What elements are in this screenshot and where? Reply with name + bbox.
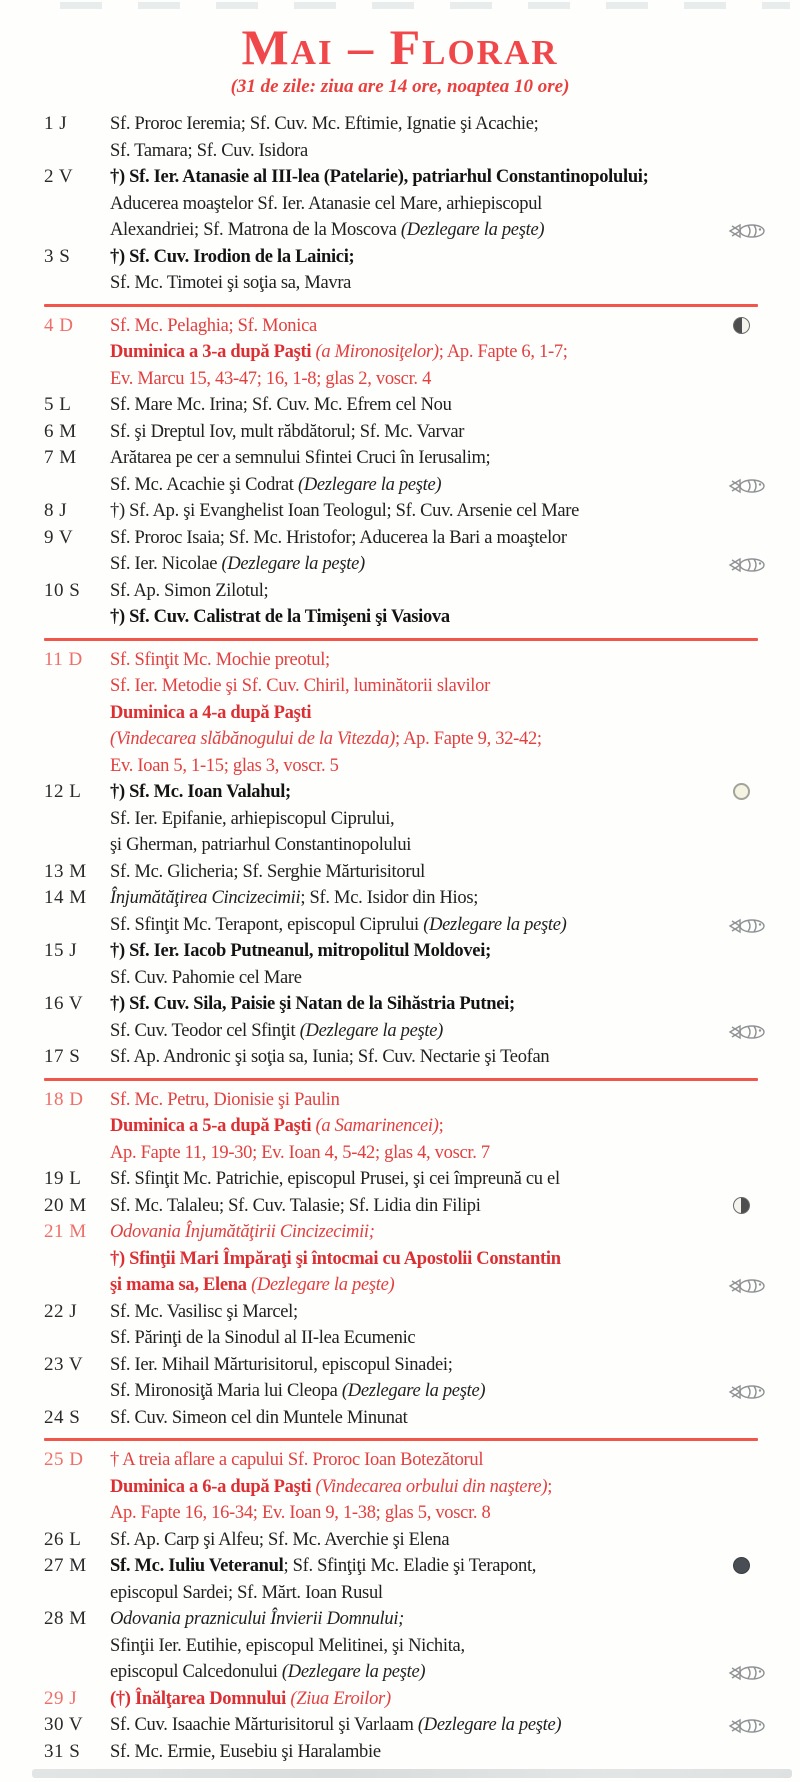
text-segment: episcopul Calcedonului bbox=[110, 1662, 282, 1682]
text-segment: (Dezlegare la peşte) bbox=[251, 1275, 395, 1295]
entry-line bbox=[110, 138, 772, 165]
day-label: 6 M bbox=[44, 420, 77, 442]
week-separator-rule bbox=[44, 1078, 758, 1081]
calendar-entry-18 bbox=[44, 1087, 772, 1167]
entry-line bbox=[110, 859, 772, 886]
entry-line bbox=[110, 498, 772, 525]
entry-line bbox=[110, 445, 772, 472]
day-label: 20 M bbox=[44, 1194, 87, 1216]
month-header bbox=[0, 0, 800, 99]
entry-text bbox=[110, 1739, 772, 1766]
text-segment: ; bbox=[547, 1476, 553, 1497]
calendar-entry-13 bbox=[44, 859, 772, 886]
entry-text bbox=[110, 313, 772, 393]
calendar-entry-20 bbox=[44, 1193, 772, 1220]
entry-text bbox=[110, 419, 772, 446]
day-label: 5 L bbox=[44, 394, 72, 415]
day-label: 25 D bbox=[44, 1449, 84, 1470]
entry-line bbox=[110, 806, 772, 833]
entry-line bbox=[110, 965, 772, 992]
text-segment: Sf. Ier. Nicolae bbox=[110, 554, 222, 574]
fish-icon bbox=[728, 1664, 768, 1682]
text-segment: Sf. Mc. Pelaghia; Sf. Monica bbox=[110, 315, 317, 336]
calendar-entry-22 bbox=[44, 1299, 772, 1352]
entry-line bbox=[110, 244, 772, 271]
fish-icon bbox=[728, 1023, 768, 1041]
text-segment: Sf. şi Dreptul Iov, mult răbdătorul; Sf. Mc. Varvar bbox=[110, 421, 465, 442]
entry-line bbox=[110, 111, 772, 138]
text-segment: Sf. Părinţi de la Sinodul al II-lea Ecumenic bbox=[110, 1328, 416, 1348]
entry-line bbox=[110, 779, 772, 806]
entry-line bbox=[110, 1140, 772, 1167]
text-segment: ; Sf. Sfinţiţi Mc. Eladie şi Terapont, bbox=[283, 1556, 537, 1576]
entry-line bbox=[110, 1378, 772, 1405]
text-segment: Alexandriei; Sf. Matrona de la Moscova bbox=[110, 220, 401, 240]
entry-line bbox=[110, 1606, 772, 1633]
text-segment: episcopul Sardei; Sf. Mărt. Ioan Rusul bbox=[110, 1582, 383, 1603]
text-segment: Sf. Ap. Andronic şi soţia sa, Iunia; Sf. Cuv. Nectarie şi Teofan bbox=[110, 1047, 550, 1067]
moon-last-quarter-icon bbox=[733, 1197, 750, 1214]
text-segment: Sf. Ap. Simon Zilotul; bbox=[110, 580, 269, 601]
text-segment: (Ziua Eroilor) bbox=[290, 1688, 391, 1709]
entry-line bbox=[110, 313, 772, 340]
text-segment: †) Sf. Ier. Atanasie al III-lea (Patelarie), patriarhul Constantinopolului; bbox=[110, 167, 649, 187]
entry-line bbox=[110, 1166, 772, 1193]
entry-line bbox=[110, 1325, 772, 1352]
text-segment: (†) Înălţarea Domnului bbox=[110, 1688, 291, 1709]
text-segment: Odovania praznicului Învierii Domnului; bbox=[110, 1609, 405, 1629]
entry-line bbox=[110, 1500, 772, 1527]
text-segment: Sf. Mc. Timotei şi soţia sa, Mavra bbox=[110, 273, 352, 293]
week-separator-rule bbox=[44, 638, 758, 641]
day-label: 8 J bbox=[44, 500, 68, 521]
entry-line bbox=[110, 419, 772, 446]
entry-line bbox=[110, 472, 772, 499]
entry-line bbox=[110, 1018, 772, 1045]
day-label: 21 M bbox=[44, 1221, 87, 1242]
text-segment: ; Sf. Mc. Isidor din Hios; bbox=[300, 888, 479, 908]
entry-line bbox=[110, 1580, 772, 1607]
entry-line bbox=[110, 1044, 772, 1071]
day-label: 12 L bbox=[44, 781, 82, 802]
entry-line bbox=[110, 991, 772, 1018]
entry-line bbox=[110, 885, 772, 912]
fish-icon bbox=[728, 477, 768, 495]
text-segment: Ev. Ioan 5, 1-15; glas 3, voscr. 5 bbox=[110, 755, 339, 776]
text-segment: (Dezlegare la peşte) bbox=[281, 1662, 426, 1682]
text-segment: Sf. Proroc Isaia; Sf. Mc. Hristofor; Aducerea la Bari a moaştelor bbox=[110, 527, 567, 548]
text-segment: Ap. Fapte 16, 16-34; Ev. Ioan 9, 1-38; glas 5, voscr. 8 bbox=[110, 1503, 491, 1523]
text-segment: (Vindecarea orbului din naştere) bbox=[315, 1476, 548, 1497]
month-title: Mai – Florar bbox=[241, 19, 559, 75]
entry-line bbox=[110, 1405, 772, 1432]
text-segment: Sf. Mc. Petru, Dionisie şi Paulin bbox=[110, 1089, 340, 1110]
text-segment: Sf. Ier. Metodie şi Sf. Cuv. Chiril, luminătorii slavilor bbox=[110, 676, 490, 696]
text-segment: Sfinţii Ier. Eutihie, episcopul Melitinei, şi Nichita, bbox=[110, 1635, 465, 1656]
day-label: 4 D bbox=[44, 314, 74, 336]
calendar-entry-28 bbox=[44, 1606, 772, 1686]
entry-line bbox=[110, 1527, 772, 1554]
text-segment: †) Sf. Ier. Iacob Putneanul, mitropolitul Moldovei; bbox=[110, 941, 491, 961]
text-segment: (Dezlegare la peşte) bbox=[297, 474, 442, 495]
entry-text bbox=[110, 1553, 772, 1606]
calendar-entry-17 bbox=[44, 1044, 772, 1071]
entry-line bbox=[110, 1272, 772, 1299]
entry-line bbox=[110, 1219, 772, 1246]
calendar-entry-4 bbox=[44, 313, 772, 393]
calendar-entry-25 bbox=[44, 1447, 772, 1527]
fish-icon bbox=[728, 1383, 768, 1401]
entry-line bbox=[110, 270, 772, 297]
entry-line bbox=[110, 647, 772, 674]
calendar-entry-2 bbox=[44, 164, 772, 244]
entry-text bbox=[110, 1087, 772, 1167]
text-segment: Sf. Mironosiţă Maria lui Cleopa bbox=[110, 1381, 342, 1401]
entry-line bbox=[110, 1739, 772, 1766]
entry-line bbox=[110, 551, 772, 578]
text-segment: †) Sf. Cuv. Sila, Paisie şi Natan de la Sihăstria Putnei; bbox=[110, 994, 515, 1014]
text-segment: Sf. Mc. Talaleu; Sf. Cuv. Talasie; Sf. Lidia din Filipi bbox=[110, 1195, 481, 1216]
day-label: 16 V bbox=[44, 993, 84, 1014]
text-segment: (Dezlegare la peşte) bbox=[423, 914, 567, 935]
calendar-entry-31 bbox=[44, 1739, 772, 1766]
page-edge-artifact-top bbox=[60, 2, 790, 9]
text-segment: Ap. Fapte 11, 19-30; Ev. Ioan 4, 5-42; glas 4, voscr. 7 bbox=[110, 1142, 490, 1163]
text-segment: (Dezlegare la peşte) bbox=[400, 220, 545, 240]
moon-first-quarter-icon bbox=[733, 317, 750, 334]
entry-line bbox=[110, 1633, 772, 1660]
text-segment: ; Ap. Fapte 9, 32-42; bbox=[394, 729, 542, 749]
text-segment: Duminica a 4-a după Paşti bbox=[110, 702, 312, 723]
text-segment: Sf. Ap. Carp şi Alfeu; Sf. Mc. Averchie şi Elena bbox=[110, 1529, 450, 1550]
entry-line bbox=[110, 1553, 772, 1580]
entry-line bbox=[110, 1447, 772, 1474]
text-segment: Sf. Sfinţit Mc. Mochie preotul; bbox=[110, 649, 330, 670]
calendar-list bbox=[0, 111, 800, 1765]
text-segment: (a Samarinencei) bbox=[315, 1116, 439, 1136]
entry-text bbox=[110, 1686, 772, 1713]
text-segment: Odovania Înjumătăţirii Cincizecimii; bbox=[110, 1222, 375, 1242]
calendar-entry-7 bbox=[44, 445, 772, 498]
calendar-entry-24 bbox=[44, 1405, 772, 1432]
calendar-entry-11 bbox=[44, 647, 772, 780]
text-segment: Duminica a 6-a după Paşti bbox=[110, 1476, 316, 1497]
text-segment: Sf. Proroc Ieremia; Sf. Cuv. Mc. Eftimie, Ignatie şi Acachie; bbox=[110, 114, 539, 134]
calendar-entry-16 bbox=[44, 991, 772, 1044]
moon-full-icon bbox=[733, 783, 750, 800]
entry-line bbox=[110, 1246, 772, 1273]
entry-text bbox=[110, 1447, 772, 1527]
entry-line bbox=[110, 525, 772, 552]
text-segment: Sf. Ier. Mihail Mărturisitorul, episcopul Sinadei; bbox=[110, 1354, 453, 1375]
entry-line bbox=[110, 1659, 772, 1686]
text-segment: Sf. Mc. Ermie, Eusebiu şi Haralambie bbox=[110, 1741, 381, 1762]
entry-line bbox=[110, 1474, 772, 1501]
day-label: 31 S bbox=[44, 1740, 81, 1762]
entry-text bbox=[110, 578, 772, 631]
text-segment: Sf. Mc. Vasilisc şi Marcel; bbox=[110, 1301, 298, 1322]
day-label: 9 V bbox=[44, 526, 74, 548]
text-segment: Duminica a 5-a după Paşti bbox=[110, 1116, 316, 1136]
calendar-entry-12 bbox=[44, 779, 772, 859]
text-segment: ; bbox=[438, 1116, 444, 1136]
day-label: 29 J bbox=[44, 1687, 78, 1709]
day-label: 24 S bbox=[44, 1406, 81, 1428]
text-segment: şi mama sa, Elena bbox=[110, 1275, 252, 1295]
text-segment: Sf. Cuv. Isaachie Mărturisitorul şi Varlaam bbox=[110, 1715, 418, 1735]
text-segment: †) Sfinţii Mari Împăraţi şi întocmai cu Apostolii Constantin bbox=[110, 1248, 561, 1269]
entry-text bbox=[110, 779, 772, 859]
entry-text bbox=[110, 1527, 772, 1554]
entry-line bbox=[110, 726, 772, 753]
text-segment: †) Sf. Cuv. Irodion de la Lainici; bbox=[110, 246, 355, 267]
entry-line bbox=[110, 1193, 772, 1220]
calendar-entry-14 bbox=[44, 885, 772, 938]
entry-line bbox=[110, 938, 772, 965]
text-segment: † A treia aflare a capului Sf. Proroc Ioan Botezătorul bbox=[110, 1450, 484, 1470]
entry-text bbox=[110, 1405, 772, 1432]
calendar-entry-8 bbox=[44, 498, 772, 525]
entry-text bbox=[110, 244, 772, 297]
day-label: 10 S bbox=[44, 579, 81, 601]
text-segment: Sf. Sfinţit Mc. Terapont, episcopul Ciprului bbox=[110, 914, 424, 935]
day-label: 30 V bbox=[44, 1714, 84, 1735]
calendar-entry-21 bbox=[44, 1219, 772, 1299]
day-label: 15 J bbox=[44, 940, 78, 961]
day-label: 18 D bbox=[44, 1088, 84, 1110]
text-segment: (Vindecarea slăbănogului de la Vitezda) bbox=[110, 729, 395, 749]
month-subtitle: (31 de zile: ziua are 14 ore, noaptea 10 ore) bbox=[230, 76, 570, 97]
day-label: 3 S bbox=[44, 245, 71, 267]
fish-icon bbox=[728, 222, 768, 240]
day-label: 1 J bbox=[44, 113, 68, 134]
calendar-entry-30 bbox=[44, 1712, 772, 1739]
day-label: 13 M bbox=[44, 860, 87, 882]
entry-text bbox=[110, 1606, 772, 1686]
entry-text bbox=[110, 164, 772, 244]
calendar-entry-9 bbox=[44, 525, 772, 578]
day-label: 17 S bbox=[44, 1046, 81, 1067]
calendar-entry-5 bbox=[44, 392, 772, 419]
calendar-entry-26 bbox=[44, 1527, 772, 1554]
calendar-entry-23 bbox=[44, 1352, 772, 1405]
entry-line bbox=[110, 191, 772, 218]
text-segment: Duminica a 3-a după Paşti bbox=[110, 342, 316, 362]
text-segment: (Dezlegare la peşte) bbox=[341, 1381, 486, 1401]
text-segment: †) Sf. Mc. Ioan Valahul; bbox=[110, 782, 291, 802]
entry-text bbox=[110, 1352, 772, 1405]
day-label: 28 M bbox=[44, 1608, 87, 1629]
entry-line bbox=[110, 217, 772, 244]
text-segment: (Dezlegare la peşte) bbox=[299, 1020, 444, 1041]
entry-text bbox=[110, 1219, 772, 1299]
entry-line bbox=[110, 366, 772, 393]
text-segment: †) Sf. Cuv. Calistrat de la Timişeni şi Vasiova bbox=[110, 607, 450, 627]
day-label: 27 M bbox=[44, 1555, 87, 1576]
text-segment: Sf. Sfinţit Mc. Patrichie, episcopul Prusei, şi cei împreună cu el bbox=[110, 1169, 560, 1189]
day-label: 2 V bbox=[44, 166, 74, 187]
entry-line bbox=[110, 1352, 772, 1379]
entry-line bbox=[110, 1686, 772, 1713]
text-segment: Sf. Mc. Iuliu Veteranul bbox=[110, 1556, 284, 1576]
text-segment: Sf. Mc. Acachie şi Codrat bbox=[110, 474, 298, 495]
entry-line bbox=[110, 912, 772, 939]
text-segment: †) Sf. Ap. şi Evanghelist Ioan Teologul; Sf. Cuv. Arsenie cel Mare bbox=[110, 501, 580, 521]
text-segment: ; Ap. Fapte 6, 1-7; bbox=[438, 342, 568, 362]
day-label: 14 M bbox=[44, 887, 87, 908]
entry-text bbox=[110, 445, 772, 498]
entry-text bbox=[110, 1299, 772, 1352]
fish-icon bbox=[728, 917, 768, 935]
text-segment: Sf. Mc. Glicheria; Sf. Serghie Mărturisitorul bbox=[110, 861, 425, 882]
entry-text bbox=[110, 859, 772, 886]
entry-line bbox=[110, 1087, 772, 1114]
week-separator-rule bbox=[44, 304, 758, 307]
text-segment: Sf. Tamara; Sf. Cuv. Isidora bbox=[110, 140, 308, 161]
text-segment: şi Gherman, patriarhul Constantinopolului bbox=[110, 835, 412, 855]
calendar-entry-29 bbox=[44, 1686, 772, 1713]
entry-text bbox=[110, 938, 772, 991]
entry-line bbox=[110, 832, 772, 859]
entry-line bbox=[110, 339, 772, 366]
entry-text bbox=[110, 392, 772, 419]
entry-line bbox=[110, 1712, 772, 1739]
calendar-entry-10 bbox=[44, 578, 772, 631]
calendar-entry-27 bbox=[44, 1553, 772, 1606]
moon-new-icon bbox=[733, 1557, 750, 1574]
day-label: 26 L bbox=[44, 1528, 82, 1550]
entry-text bbox=[110, 885, 772, 938]
entry-text bbox=[110, 525, 772, 578]
fish-icon bbox=[728, 556, 768, 574]
entry-line bbox=[110, 1299, 772, 1326]
text-segment: Sf. Cuv. Teodor cel Sfinţit bbox=[110, 1020, 300, 1041]
day-label: 11 D bbox=[44, 648, 83, 670]
entry-line bbox=[110, 578, 772, 605]
fish-icon bbox=[728, 1277, 768, 1295]
week-separator-rule bbox=[44, 1438, 758, 1441]
entry-text bbox=[110, 1044, 772, 1071]
calendar-entry-6 bbox=[44, 419, 772, 446]
text-segment: Sf. Cuv. Pahomie cel Mare bbox=[110, 967, 302, 988]
day-label: 23 V bbox=[44, 1353, 84, 1375]
entry-text bbox=[110, 647, 772, 780]
calendar-entry-1 bbox=[44, 111, 772, 164]
entry-line bbox=[110, 673, 772, 700]
text-segment: (a Mironosiţelor) bbox=[315, 342, 439, 362]
entry-line bbox=[110, 392, 772, 419]
page-edge-artifact-bottom bbox=[32, 1769, 792, 1778]
text-segment: (Dezlegare la peşte) bbox=[417, 1715, 562, 1735]
fish-icon bbox=[728, 1717, 768, 1735]
entry-line bbox=[110, 164, 772, 191]
text-segment: Sf. Mare Mc. Irina; Sf. Cuv. Mc. Efrem cel Nou bbox=[110, 395, 452, 415]
calendar-entry-19 bbox=[44, 1166, 772, 1193]
entry-text bbox=[110, 111, 772, 164]
entry-line bbox=[110, 1113, 772, 1140]
day-label: 19 L bbox=[44, 1168, 82, 1189]
text-segment: Sf. Cuv. Simeon cel din Muntele Minunat bbox=[110, 1407, 408, 1428]
day-label: 22 J bbox=[44, 1300, 78, 1322]
entry-text bbox=[110, 1193, 772, 1220]
text-segment: Aducerea moaştelor Sf. Ier. Atanasie cel Mare, arhiepiscopul bbox=[110, 193, 542, 214]
entry-text bbox=[110, 991, 772, 1044]
calendar-entry-15 bbox=[44, 938, 772, 991]
text-segment: Sf. Ier. Epifanie, arhiepiscopul Ciprului, bbox=[110, 808, 395, 829]
entry-line bbox=[110, 604, 772, 631]
entry-line bbox=[110, 753, 772, 780]
day-label: 7 M bbox=[44, 447, 77, 468]
text-segment: Arătarea pe cer a semnului Sfintei Cruci în Ierusalim; bbox=[110, 448, 491, 468]
text-segment: Înjumătăţirea Cincizecimii bbox=[110, 888, 301, 908]
entry-text bbox=[110, 498, 772, 525]
entry-text bbox=[110, 1166, 772, 1193]
entry-line bbox=[110, 700, 772, 727]
entry-text bbox=[110, 1712, 772, 1739]
calendar-entry-3 bbox=[44, 244, 772, 297]
text-segment: Ev. Marcu 15, 43-47; 16, 1-8; glas 2, voscr. 4 bbox=[110, 368, 432, 389]
text-segment: (Dezlegare la peşte) bbox=[221, 554, 365, 574]
